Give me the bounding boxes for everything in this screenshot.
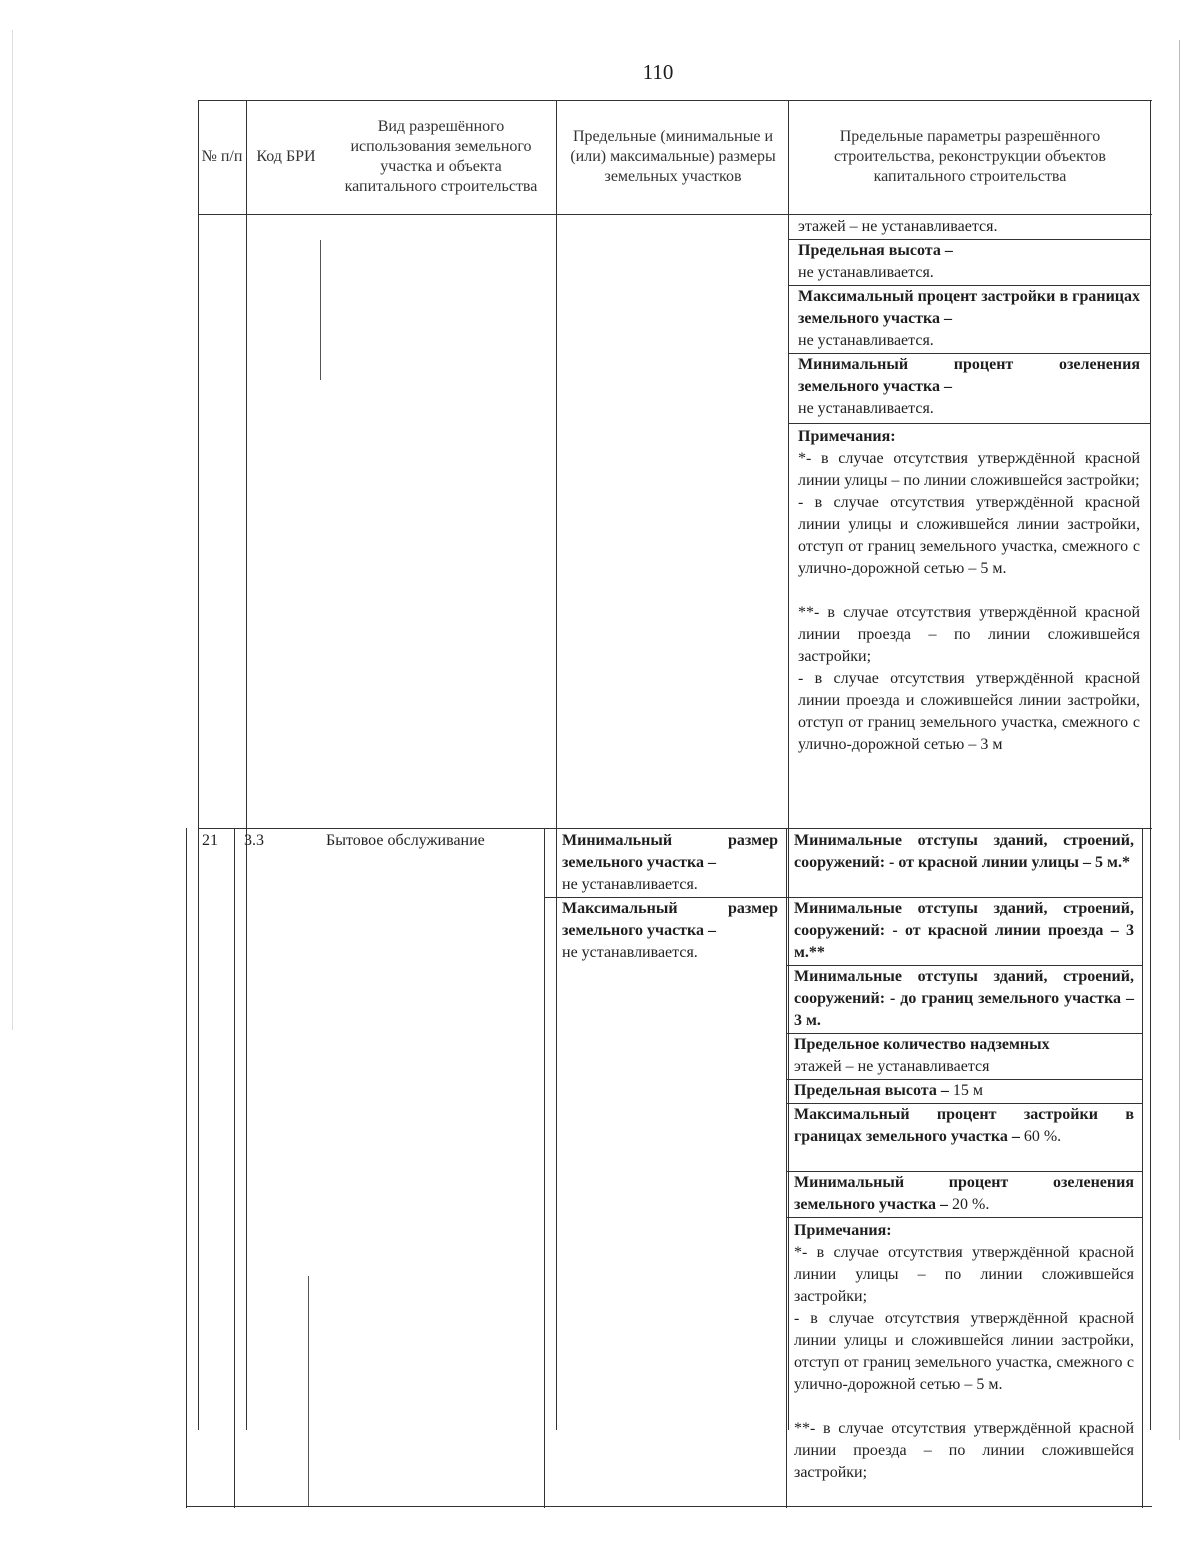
page-number: 110 bbox=[642, 60, 674, 84]
param-cell bbox=[786, 1034, 1142, 1080]
scan-artifact bbox=[320, 240, 321, 380]
param-label: Минимальный процент озеленения земельного участка – bbox=[798, 356, 1140, 395]
param-text: 60 %. bbox=[1023, 1128, 1062, 1145]
size-text: не устанавливается. bbox=[562, 944, 698, 961]
notes-cell bbox=[786, 1220, 1142, 1484]
row-use: Бытовое обслуживание bbox=[326, 832, 485, 849]
notes-title: Примечания: bbox=[794, 1222, 892, 1239]
table-bottom-border bbox=[186, 1506, 1152, 1507]
param-text: не устанавливается. bbox=[798, 400, 934, 417]
scan-edge-right bbox=[1179, 40, 1180, 1440]
param-label: Максимальный процент застройки в границах земельного участка – bbox=[798, 288, 1140, 327]
header-col-params: Предельные параметры разрешённого строительства, реконструкции объектов капитального строительства bbox=[834, 128, 1106, 185]
size-label: Минимальный размер земельного участка – bbox=[562, 832, 778, 871]
size-text: не устанавливается. bbox=[562, 876, 698, 893]
row-number: 21 bbox=[202, 832, 218, 849]
param-cell bbox=[788, 286, 1150, 354]
header-col-size: Предельные (минимальные и (или) максимальные) размеры земельных участков bbox=[570, 128, 776, 185]
row-code: 3.3 bbox=[244, 832, 264, 849]
param-label: Максимальный процент застройки в границах земельного участка – bbox=[794, 1106, 1134, 1145]
param-cell bbox=[786, 1104, 1142, 1172]
col-border-5 bbox=[1150, 100, 1151, 1430]
col-border-1 bbox=[246, 100, 247, 1430]
scan-edge-left bbox=[12, 30, 13, 1030]
header-col-num: № п/п bbox=[201, 148, 243, 165]
param-text: не устанавливается. bbox=[798, 332, 934, 349]
note-line: **- в случае отсутствия утверждённой красной линии проезда – по линии сложившейся застройки; bbox=[794, 1420, 1134, 1481]
param-label: Предельная высота – bbox=[798, 242, 953, 259]
note-line: **- в случае отсутствия утверждённой красной линии проезда – по линии сложившейся застройки; bbox=[798, 604, 1140, 665]
size-label: Максимальный размер земельного участка – bbox=[562, 900, 778, 939]
param-text: этажей – не устанавливается bbox=[794, 1058, 990, 1075]
col-border-5b bbox=[1142, 828, 1143, 1508]
scan-artifact bbox=[308, 1276, 309, 1506]
col-border-1b bbox=[234, 828, 235, 1508]
param-text: 20 %. bbox=[952, 1196, 990, 1213]
notes-cell bbox=[788, 426, 1150, 756]
param-label: Минимальные отступы зданий, строений, сооружений: - до границ земельного участка – 3 м. bbox=[794, 968, 1134, 1029]
param-cell bbox=[788, 216, 1150, 240]
param-text: не устанавливается. bbox=[798, 264, 934, 281]
param-cell bbox=[788, 240, 1150, 286]
col-border-0 bbox=[198, 100, 199, 1430]
regulations-table bbox=[198, 100, 1152, 1508]
header-col-use: Вид разрешённого использования земельного участка и объекта капитального строительства bbox=[344, 118, 538, 195]
param-label: Минимальный процент озеленения земельного участка – bbox=[794, 1174, 1134, 1213]
row-21-top-border bbox=[198, 828, 1152, 829]
note-line: *- в случае отсутствия утверждённой красной линии улицы – по линии сложившейся застройки; bbox=[798, 450, 1140, 489]
note-line: *- в случае отсутствия утверждённой красной линии улицы – по линии сложившейся застройки; bbox=[794, 1244, 1134, 1305]
note-line bbox=[794, 1396, 1134, 1418]
param-cell bbox=[786, 966, 1142, 1034]
note-line bbox=[798, 580, 1140, 602]
notes-title: Примечания: bbox=[798, 428, 896, 445]
col-border-0b bbox=[186, 828, 187, 1508]
size-cell bbox=[544, 830, 786, 898]
param-cell bbox=[788, 354, 1150, 424]
header-col-code: Код БРИ bbox=[256, 148, 316, 165]
param-label: Предельное количество надземных bbox=[794, 1036, 1050, 1053]
header-bottom-border bbox=[198, 214, 1152, 215]
param-cell bbox=[786, 1172, 1142, 1218]
param-label: Предельная высота – bbox=[794, 1082, 949, 1099]
param-cell bbox=[786, 1080, 1142, 1104]
param-cell bbox=[786, 830, 1142, 898]
param-cell bbox=[786, 898, 1142, 966]
param-label: Минимальные отступы зданий, строений, сооружений: - от красной линии проезда – 3 м.** bbox=[794, 900, 1134, 961]
param-label: Минимальные отступы зданий, строений, сооружений: - от красной линии улицы – 5 м.* bbox=[794, 832, 1134, 871]
note-line: - в случае отсутствия утверждённой красной линии улицы и сложившейся линии застройки, отступ от границ земельного участка, смежного с улично-дорожной сетью – 5 м. bbox=[798, 494, 1140, 577]
param-text: 15 м bbox=[952, 1082, 983, 1099]
note-line: - в случае отсутствия утверждённой красной линии улицы и сложившейся линии застройки, отступ от границ земельного участка, смежного с улично-дорожной сетью – 5 м. bbox=[794, 1310, 1134, 1393]
col-border-3 bbox=[556, 100, 557, 1430]
note-line: - в случае отсутствия утверждённой красной линии проезда и сложившейся линии застройки, отступ от границ земельного участка, смежного с улично-дорожной сетью – 3 м bbox=[798, 670, 1140, 753]
size-cell bbox=[544, 898, 786, 964]
param-text: этажей – не устанавливается. bbox=[798, 218, 998, 235]
